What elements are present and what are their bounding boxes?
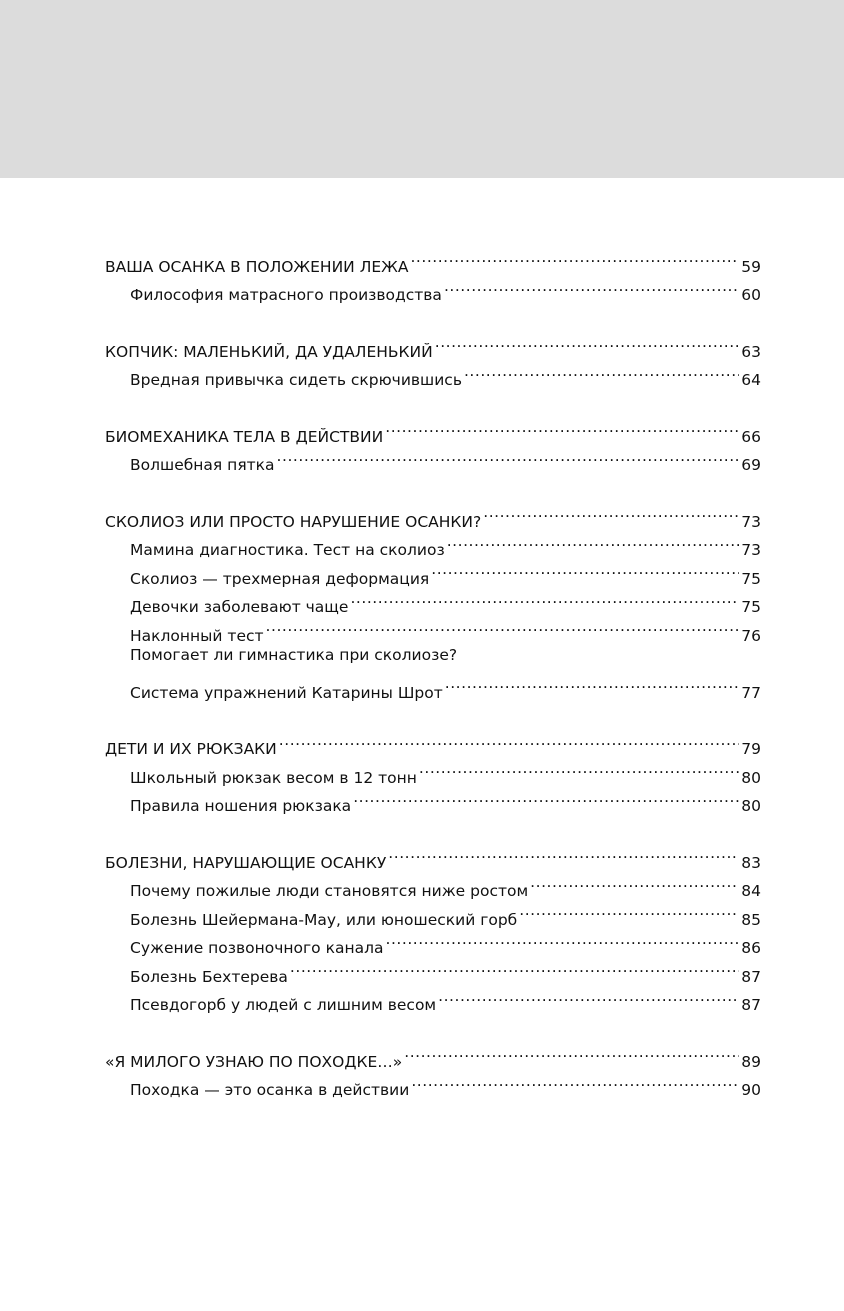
leader-dots xyxy=(519,896,739,925)
toc-section xyxy=(105,726,761,815)
page-number: 84 xyxy=(741,882,761,900)
page-number: 86 xyxy=(741,939,761,957)
sub-title-line2: Система упражнений Катарины Шрот xyxy=(130,683,443,702)
leader-dots xyxy=(447,527,740,556)
leader-dots xyxy=(386,925,740,954)
leader-dots xyxy=(464,357,739,386)
page-number: 77 xyxy=(741,683,761,702)
sub-title-line1: Помогает ли гимнастика при сколиозе? xyxy=(130,645,458,664)
page-number: 63 xyxy=(741,342,761,361)
page-number: 59 xyxy=(741,257,761,276)
sub-title: Сколиоз — трехмерная деформация xyxy=(130,569,430,588)
leader-dots xyxy=(388,839,739,868)
toc-chapter-row[interactable] xyxy=(105,413,761,446)
leader-dots xyxy=(279,726,739,755)
page-number: 66 xyxy=(741,427,761,446)
toc-chapter-row[interactable] xyxy=(105,839,761,872)
sub-title: Мамина диагностика. Тест на сколиоз xyxy=(130,541,445,559)
sub-title: Сужение позвоночного канала xyxy=(130,939,384,957)
leader-dots xyxy=(483,498,739,527)
chapter-title: ВАША ОСАНКА В ПОЛОЖЕНИИ ЛЕЖА xyxy=(105,257,409,276)
chapter-title: БИОМЕХАНИКА ТЕЛА В ДЕЙСТВИИ xyxy=(105,427,384,446)
chapter-title: «Я МИЛОГО УЗНАЮ ПО ПОХОДКЕ…» xyxy=(105,1052,403,1071)
page-number: 73 xyxy=(741,541,761,559)
toc-chapter-row[interactable] xyxy=(105,243,761,276)
sub-title: Болезнь Бехтерева xyxy=(130,967,288,986)
page-number: 69 xyxy=(741,456,761,474)
leader-dots xyxy=(277,442,740,471)
header-band xyxy=(0,0,844,178)
leader-dots xyxy=(290,953,739,982)
chapter-title: ДЕТИ И ИХ РЮКЗАКИ xyxy=(105,740,277,758)
sub-title: Псевдогорб у людей с лишним весом xyxy=(130,996,437,1014)
toc-chapter-row[interactable] xyxy=(105,498,761,531)
leader-dots xyxy=(353,783,739,812)
sub-title: Философия матрасного производства xyxy=(130,286,442,304)
toc-section xyxy=(105,243,761,304)
leader-dots xyxy=(404,1038,739,1067)
leader-dots xyxy=(266,612,740,641)
sub-title: Вредная привычка сидеть скрючившись xyxy=(130,371,462,389)
page-number: 87 xyxy=(741,996,761,1014)
toc-section xyxy=(105,839,761,1014)
toc-chapter-row[interactable] xyxy=(105,1038,761,1071)
toc-chapter-row[interactable] xyxy=(105,726,761,758)
page-number: 80 xyxy=(741,768,761,787)
leader-dots xyxy=(435,328,740,357)
sub-title: Болезнь Шейермана-Мау, или юношеский горб xyxy=(130,910,518,929)
sub-title: Школьный рюкзак весом в 12 тонн xyxy=(130,768,417,787)
page-number: 83 xyxy=(741,853,761,872)
sub-title: Наклонный тест xyxy=(130,626,264,645)
toc-section xyxy=(105,1038,761,1099)
chapter-title: БОЛЕЗНИ, НАРУШАЮЩИЕ ОСАНКУ xyxy=(105,853,387,872)
chapter-title: СКОЛИОЗ ИЛИ ПРОСТО НАРУШЕНИЕ ОСАНКИ? xyxy=(105,512,482,531)
toc-section xyxy=(105,498,761,702)
leader-dots xyxy=(438,982,739,1011)
leader-dots xyxy=(385,413,739,442)
sub-title: Правила ношения рюкзака xyxy=(130,797,352,815)
leader-dots xyxy=(350,584,739,613)
sub-title: Девочки заболевают чаще xyxy=(130,598,349,616)
toc-section xyxy=(105,413,761,474)
page-number: 60 xyxy=(741,286,761,304)
page-number: 87 xyxy=(741,967,761,986)
page-number: 64 xyxy=(741,371,761,389)
table-of-contents xyxy=(105,243,761,1123)
toc-chapter-row[interactable] xyxy=(105,328,761,361)
leader-dots xyxy=(530,868,739,897)
page-number: 90 xyxy=(741,1081,761,1099)
leader-dots xyxy=(444,272,739,301)
toc-sub-row xyxy=(130,669,761,702)
toc-section xyxy=(105,328,761,389)
page-number: 76 xyxy=(741,626,761,645)
leader-dots xyxy=(410,243,739,272)
leader-dots xyxy=(419,754,739,783)
sub-title: Походка — это осанка в действии xyxy=(130,1081,410,1099)
leader-dots xyxy=(445,669,740,698)
page-number: 80 xyxy=(741,797,761,815)
page-number: 75 xyxy=(741,569,761,588)
page-number: 89 xyxy=(741,1052,761,1071)
leader-dots xyxy=(411,1067,739,1096)
page-number: 75 xyxy=(741,598,761,616)
page-number: 73 xyxy=(741,512,761,531)
leader-dots xyxy=(431,555,739,584)
sub-title: Волшебная пятка xyxy=(130,456,275,474)
toc-sub-multiline-entry[interactable] xyxy=(105,641,761,702)
chapter-title: КОПЧИК: МАЛЕНЬКИЙ, ДА УДАЛЕНЬКИЙ xyxy=(105,342,433,361)
page-number: 79 xyxy=(741,740,761,758)
page-number: 85 xyxy=(741,910,761,929)
sub-title: Почему пожилые люди становятся ниже ростом xyxy=(130,882,529,900)
